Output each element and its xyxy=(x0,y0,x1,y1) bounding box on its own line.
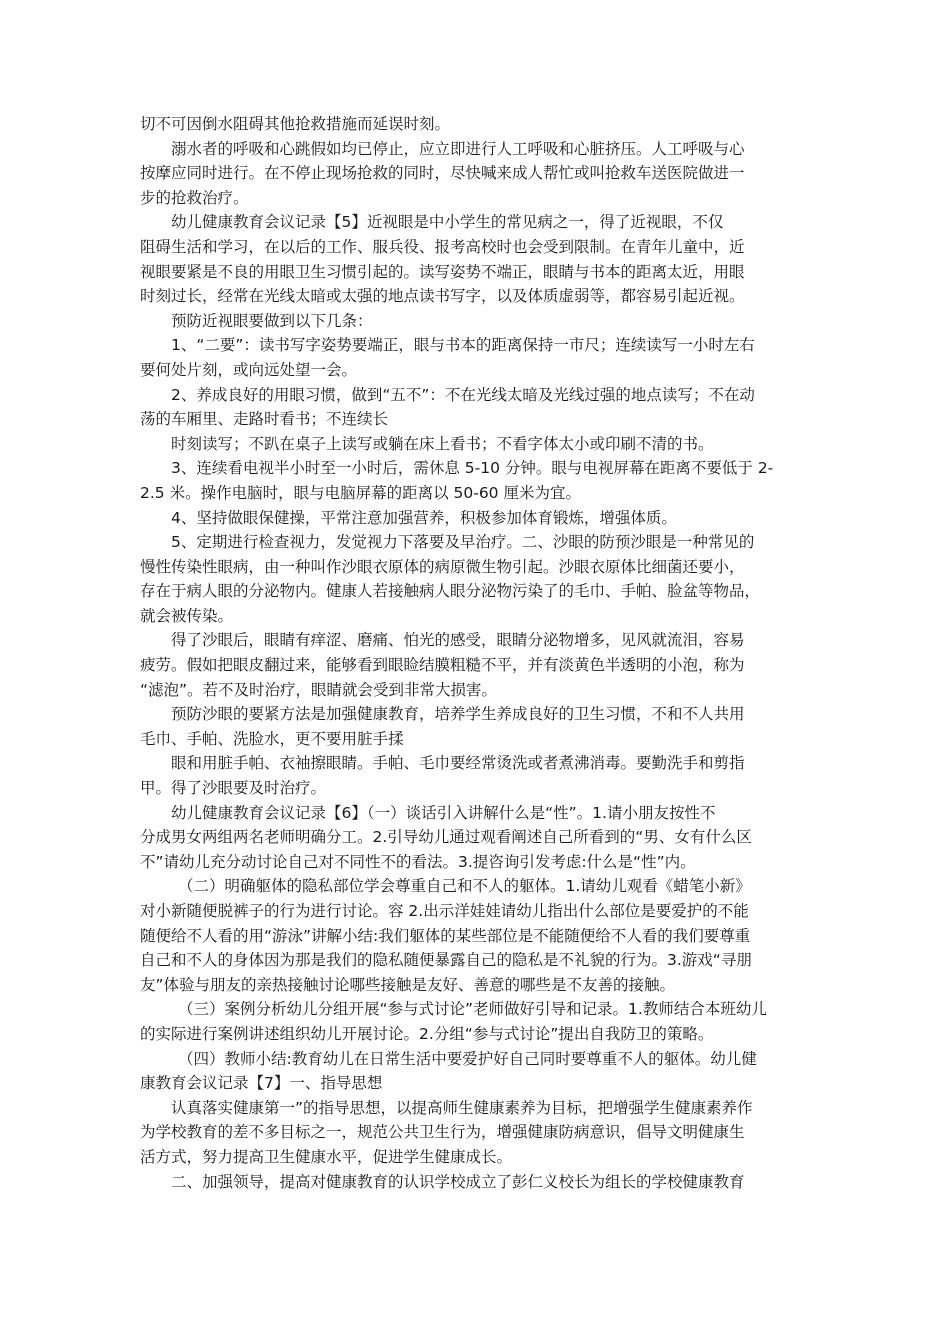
text-line: 为学校教育的差不多目标之一，规范公共卫生行为，增强健康防病意识，倡导文明健康生 xyxy=(140,1123,745,1142)
text-line: 活方式，努力提高卫生健康水平，促进学生健康成长。 xyxy=(140,1147,513,1166)
text-line: 时刻过长，经常在光线太暗或太强的地点读书写字，以及体质虚弱等，都容易引起近视。 xyxy=(140,287,745,306)
text-line: 幼儿健康教育会议记录【6】（一）谈话引入讲解什么是“性”。1.请小朋友按性不 xyxy=(171,803,716,822)
text-line: 预防近视眼要做到以下几条： xyxy=(171,311,373,330)
text-line: “滤泡”。若不及时治疗，眼睛就会受到非常大损害。 xyxy=(140,680,498,699)
text-line: 切不可因倒水阻碍其他抢救措施而延误时刻。 xyxy=(140,115,451,133)
text-line: 慢性传染性眼病，由一种叫作沙眼衣原体的病原微生物引起。沙眼衣原体比细菌还要小， xyxy=(140,557,745,576)
text-line: 疲劳。假如把眼皮翻过来，能够看到眼睑结膜粗糙不平，并有淡黄色半透明的小泡，称为 xyxy=(140,656,745,675)
text-line: 2.5 米。操作电脑时，眼与电脑屏幕的距离以 50-60 厘米为宜。 xyxy=(140,483,581,502)
text-line: 要何处片刻，或向远处望一会。 xyxy=(140,360,358,379)
text-line: （三）案例分析幼儿分组开展“参与式讨论”老师做好引导和记录。1.教师结合本班幼儿 xyxy=(178,1000,767,1019)
text-line: 4、坚持做眼保健操，平常注意加强营养，积极参加体育锻炼，增强体质。 xyxy=(171,508,677,527)
text-line: 按摩应同时进行。在不停止现场抢救的同时，尽快喊来成人帮忙或叫抢救车送医院做进一 xyxy=(140,164,745,183)
text-line: 溺水者的呼吸和心跳假如均已停止，应立即进行人工呼吸和心脏挤压。人工呼吸与心 xyxy=(171,139,745,158)
text-line: 分成男女两组两名老师明确分工。2.引导幼儿通过观看阐述自己所看到的“男、女有什么区 xyxy=(140,828,752,847)
text-line: 步的抢救治疗。 xyxy=(140,188,249,207)
text-line: 得了沙眼后，眼睛有痒涩、磨痛、怕光的感受，眼睛分泌物增多，见风就流泪，容易 xyxy=(171,631,745,650)
text-line: 1、“二要”：读书写字姿势要端正，眼与书本的距离保持一市尺；连续读写一小时左右 xyxy=(171,336,755,355)
text-line: 认真落实健康第一”的指导思想，以提高师生健康素养为目标，把增强学生健康素养作 xyxy=(171,1098,753,1117)
text-line: 的实际进行案例讲述组织幼儿开展讨论。2.分组“参与式讨论”提出自我防卫的策略。 xyxy=(140,1024,714,1043)
text-line: 5、定期进行检查视力，发觉视力下落要及早治疗。二、沙眼的防预沙眼是一种常见的 xyxy=(171,533,755,552)
text-line: 幼儿健康教育会议记录【5】近视眼是中小学生的常见病之一，得了近视眼，不仅 xyxy=(171,213,724,232)
text-line: 视眼要紧是不良的用眼卫生习惯引起的。读写姿势不端正，眼睛与书本的距离太近，用眼 xyxy=(140,262,745,281)
text-line: 阻碍生活和学习，在以后的工作、服兵役、报考高校时也会受到限制。在青年儿童中，近 xyxy=(140,237,745,256)
text-line: 荡的车厢里、走路时看书；不连续长 xyxy=(140,410,389,429)
text-line: 随便给不人看的用“游泳”讲解小结:我们躯体的某些部位是不能随便给不人看的我们要尊重 xyxy=(140,926,751,945)
document-body xyxy=(140,112,820,1194)
text-line: 时刻读写；不趴在桌子上读写或躺在床上看书；不看字体太小或印刷不清的书。 xyxy=(171,434,714,453)
text-line: 就会被传染。 xyxy=(140,606,234,625)
text-line: 康教育会议记录【7】一、指导思想 xyxy=(140,1074,383,1093)
text-line: （四）教师小结:教育幼儿在日常生活中要爱护好自己同时要尊重不人的躯体。幼儿健 xyxy=(178,1049,757,1068)
text-line: 自己和不人的身体因为那是我们的隐私随便暴露自己的隐私是不礼貌的行为。3.游戏“寻朋 xyxy=(140,951,752,970)
text-line: 存在于病人眼的分泌物内。健康人若接触病人眼分泌物污染了的毛巾、手帕、脸盆等物品， xyxy=(140,582,761,601)
text-line: 对小新随便脱裤子的行为进行讨论。容 2.出示洋娃娃请幼儿指出什么部位是要爱护的不能 xyxy=(140,902,749,920)
text-line: 二、加强领导，提高对健康教育的认识学校成立了彭仁义校长为组长的学校健康教育 xyxy=(171,1172,745,1191)
text-line: 甲。得了沙眼要及时治疗。 xyxy=(140,779,327,798)
text-line: 不”请幼儿充分动讨论自己对不同性不的看法。3.提咨询引发考虑:什么是“性”内。 xyxy=(140,852,696,871)
text-line: 2、养成良好的用眼习惯，做到“五不”：不在光线太暗及光线过强的地点读写；不在动 xyxy=(171,385,755,404)
text-line: 预防沙眼的要紧方法是加强健康教育，培养学生养成良好的卫生习惯，不和不人共用 xyxy=(171,705,745,724)
text-line: 友”体验与朋友的亲热接触讨论哪些接触是友好、善意的哪些是不友善的接触。 xyxy=(140,975,676,994)
text-line: （二）明确躯体的隐私部位学会尊重自己和不人的躯体。1.请幼儿观看《蜡笔小新》 xyxy=(178,877,751,896)
text-line: 毛巾、手帕、洗脸水，更不要用脏手揉 xyxy=(140,729,404,748)
text-line: 3、连续看电视半小时至一小时后，需休息 5-10 分钟。眼与电视屏幕在距离不要低于 2- xyxy=(171,459,774,478)
text-line: 眼和用脏手帕、衣袖擦眼睛。手帕、毛巾要经常烫洗或者煮沸消毒。要勤洗手和剪指 xyxy=(171,754,745,773)
